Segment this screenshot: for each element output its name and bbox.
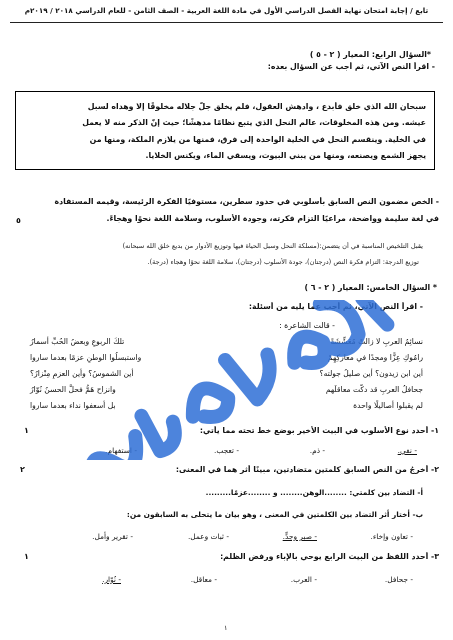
passage-line: في الخلية. وينقسم النحل في الخلية الواحدة إلى فرق، فمنها من يلازم الملكة، ومنها من: [89, 135, 426, 144]
option-nuwwar: - نُوّار.: [102, 575, 121, 584]
option-taqrir: - تقرير وأمل.: [92, 532, 133, 541]
q4-mark: ٥: [16, 216, 21, 225]
q4-instruction: - اقرأ النص الآتي، ثم أجب عن السؤال بعده:: [267, 62, 435, 71]
answer-key-watermark: [20, 300, 440, 460]
option-jahafil: - جحافل.: [384, 575, 413, 584]
q4-note1: يقبل التلخيص المناسبة في أن يتضمن:(مسلكة النحل وسبل الحياة فيها وتوزيع الأدوار من بديع خلق الله سبحانه): [122, 242, 423, 250]
q5-2-line-a: أ- التضاد بين كلمتي: ........الوهن........ و ........عزمًا.........: [205, 488, 423, 497]
verse-second-half: تلكَ الربوعِ وبعضُ الحُبِّ أسمارُ: [30, 337, 125, 346]
verse-first-half: جحافلُ العربِ قد دكّت معاقلَهم: [325, 385, 423, 394]
verse-second-half: أين الشموسُ؟ وأين العزمِ مِنْزارُ؟: [30, 369, 134, 378]
verse-second-half: واستبسلُوا الوطنِ عزمًا بعدما ساروا: [30, 353, 142, 362]
q5-2-prompt: ٢- أخرجُ من النص السابق كلمتين متضادتين، مبينًا أثر هما في المعنى:: [175, 465, 439, 474]
q5-3-prompt: ٣- أحدد اللفظ من البيت الرابع يوحي بالإباء ورفض الظلم:: [220, 552, 439, 561]
q5-heading: * السؤال الخامس: المعيار ( ٢ - ٦ ): [304, 283, 437, 292]
verse-first-half: نسائِمُ العربِ لا زالتْ مُعَشِّشَةً: [330, 337, 423, 346]
verse-first-half: رامُوكِ عِزًّا ومجدًا في معاركِهِمْ: [327, 353, 423, 362]
option-arab: - العرب.: [290, 575, 317, 584]
q4-heading: *السؤال الرابع: المعيار ( ٢ - ٥ ): [309, 50, 431, 59]
option-taawun: - تعاون وإخاء.: [370, 532, 413, 541]
q5-3-mark: ١: [24, 552, 29, 561]
option-maaqil: - معاقل.: [190, 575, 217, 584]
passage-line: سبحان الله الذي خلق فأبدع ، وادهش العقول، فلم يخلق جلّ جلاله مخلوقًا إلا وهداه لسبل: [87, 102, 426, 111]
option-istifham: - استفهام.: [105, 446, 137, 455]
option-thabat: - ثبات وعمل.: [187, 532, 229, 541]
verse-second-half: بل أسعفوا نداء بعدما ساروا: [30, 401, 116, 410]
option-nafy: - نفي.: [397, 446, 417, 455]
verse-first-half: لم يقبلوا أصاليلًا واحدة: [353, 401, 423, 410]
option-taajjub: - تعجب.: [213, 446, 239, 455]
verse-first-half: أين ابن زيدون؟ أين صليلُ جولته؟: [319, 369, 423, 378]
q5-instruction: - اقرأ النص الآتي، ثم أجب عما يليه من أسئلة:: [248, 302, 423, 311]
verse-second-half: وانزاح هَمُّ فحلَّ الحسنُ نُوّارُ: [30, 385, 116, 394]
option-sabr: - صبر وجدٍّ.: [282, 532, 317, 541]
page-number: ١: [224, 624, 228, 632]
poet-label: - قالت الشاعرة :: [279, 321, 335, 330]
passage-line: عيشه. ومن هذه المخلوقات، عالم النحل الذي يتبع نظامًا مدهشًا؛ حيث إنّ الذكر منه لا يعمل: [82, 118, 426, 127]
option-thamm: - ذم.: [309, 446, 325, 455]
page-header: تابع / إجابة امتحان نهاية الفصل الدراسي الأول في مادة اللغة العربية - الصف الثامن - للعام الدراسي ٢٠١٨ / ٢٠١٩م: [24, 6, 429, 15]
q4-note2: توزيع الدرجة: التزام فكرة النص (درجتان)، جودة الأسلوب (درجتان)، سلامة اللغة نحوًا وهجاء (درجة).: [147, 258, 419, 266]
q5-2-line-b: ب- أختار أثر التضاد بين الكلمتين في المعنى ، وهو بيان ما يتحلى به السابقون من:: [126, 510, 423, 519]
q5-1-prompt: ١- أحدد نوع الأسلوب في البيت الأخير بوضع خط تحته مما يأتي:: [199, 426, 439, 435]
passage-line: يجهز الشمع ويصنعه، ومنها من يبني البيوت، ويسقي الماء، ويكنس الخلايا.: [145, 151, 426, 160]
passage-box: [15, 91, 435, 170]
q4-task-line1: - الخص مضمون النص السابق بأسلوبي في حدود سطرين، مستوفيًا الفكرة الرئيسة، وقيمه المستفادة: [54, 197, 439, 206]
header-rule: [10, 22, 443, 23]
q4-task-line2: في لغة سليمة وواضحة، مراعيًا التزام فكرته، وجودة الأسلوب، وسلامة اللغة نحوًا وهجاءً.: [106, 214, 439, 223]
q5-1-mark: ١: [24, 426, 29, 435]
q5-2-mark: ٢: [20, 465, 25, 474]
